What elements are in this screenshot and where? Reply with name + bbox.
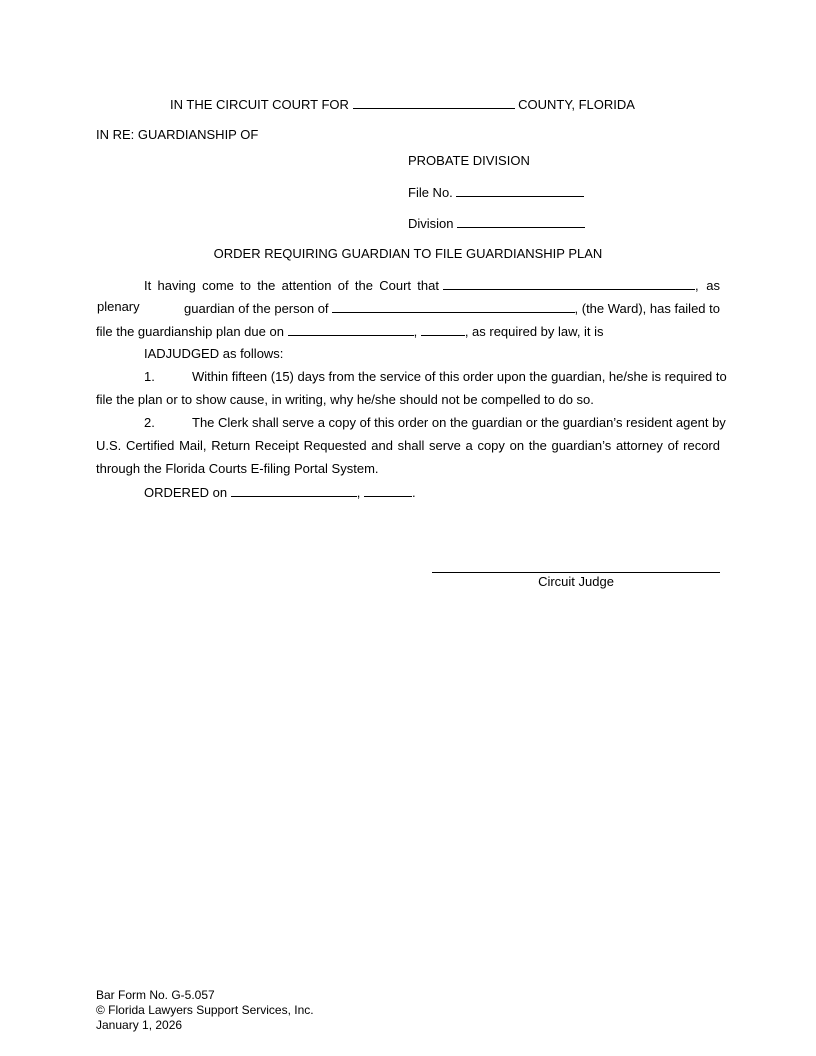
body-line-1 <box>144 278 720 292</box>
ordered-period: . <box>411 485 416 500</box>
line1-prefix: It having come to the attention of the Court that <box>144 278 439 293</box>
item-2-line-3: through the Florida Courts E-filing Portal System. <box>96 461 379 476</box>
form-date: January 1, 2026 <box>96 1018 183 1032</box>
court-prefix: IN THE CIRCUIT COURT FOR <box>170 97 349 112</box>
file-no-field <box>408 185 584 199</box>
order-date-blank[interactable] <box>231 485 357 497</box>
footer <box>96 988 314 1033</box>
item-2-line-1: The Clerk shall serve a copy of this order on the guardian or the guardian’s resident agent by <box>192 415 726 430</box>
file-no-blank[interactable] <box>456 185 584 197</box>
plan-due-year-blank[interactable] <box>421 324 465 336</box>
item-2-line-2: U.S. Certified Mail, Return Receipt Requested and shall serve a copy on the guardian’s attorney of record <box>96 438 720 453</box>
county-blank[interactable] <box>353 97 515 109</box>
body-line-2 <box>184 301 720 315</box>
body-line-3 <box>96 324 604 338</box>
in-re-label: IN RE: GUARDIANSHIP OF <box>96 127 259 142</box>
line2-prefix: guardian of the person of <box>184 301 329 316</box>
guardian-name-blank[interactable] <box>443 278 695 290</box>
ordered-line <box>144 485 416 499</box>
line1-suffix: , as <box>695 278 720 293</box>
item-1-line-2: file the plan or to show cause, in writing, why he/she should not be compelled to do so. <box>96 392 594 407</box>
adjudged-line: IADJUDGED as follows: <box>144 346 284 361</box>
probate-division-label: PROBATE DIVISION <box>408 153 530 168</box>
file-no-label: File No. <box>408 185 453 200</box>
judge-signature-line[interactable] <box>432 572 720 573</box>
court-suffix: COUNTY, FLORIDA <box>518 97 635 112</box>
item-1-line-1: Within fifteen (15) days from the service of this order upon the guardian, he/she is required to <box>192 369 727 384</box>
ordered-prefix: ORDERED on <box>144 485 228 500</box>
order-year-blank[interactable] <box>364 485 412 497</box>
item-2-number: 2. <box>144 415 155 430</box>
plenary-note: plenary <box>97 299 140 314</box>
item-1-number: 1. <box>144 369 155 384</box>
line2-suffix: , (the Ward), has failed to <box>574 301 720 316</box>
document-title: ORDER REQUIRING GUARDIAN TO FILE GUARDIANSHIP PLAN <box>213 246 603 261</box>
division-blank[interactable] <box>457 216 585 228</box>
division-label: Division <box>408 216 454 231</box>
division-field <box>408 216 585 230</box>
form-number: Bar Form No. G-5.057 <box>96 988 215 1002</box>
line3-suffix: , as required by law, it is <box>464 324 604 339</box>
plan-due-date-blank[interactable] <box>288 324 414 336</box>
line3-comma: , <box>413 324 418 339</box>
ordered-comma: , <box>356 485 361 500</box>
circuit-judge-label: Circuit Judge <box>538 574 614 589</box>
copyright-line: © Florida Lawyers Support Services, Inc. <box>96 1003 314 1017</box>
court-heading <box>170 97 635 111</box>
line3-prefix: file the guardianship plan due on <box>96 324 284 339</box>
ward-name-blank[interactable] <box>332 301 575 313</box>
